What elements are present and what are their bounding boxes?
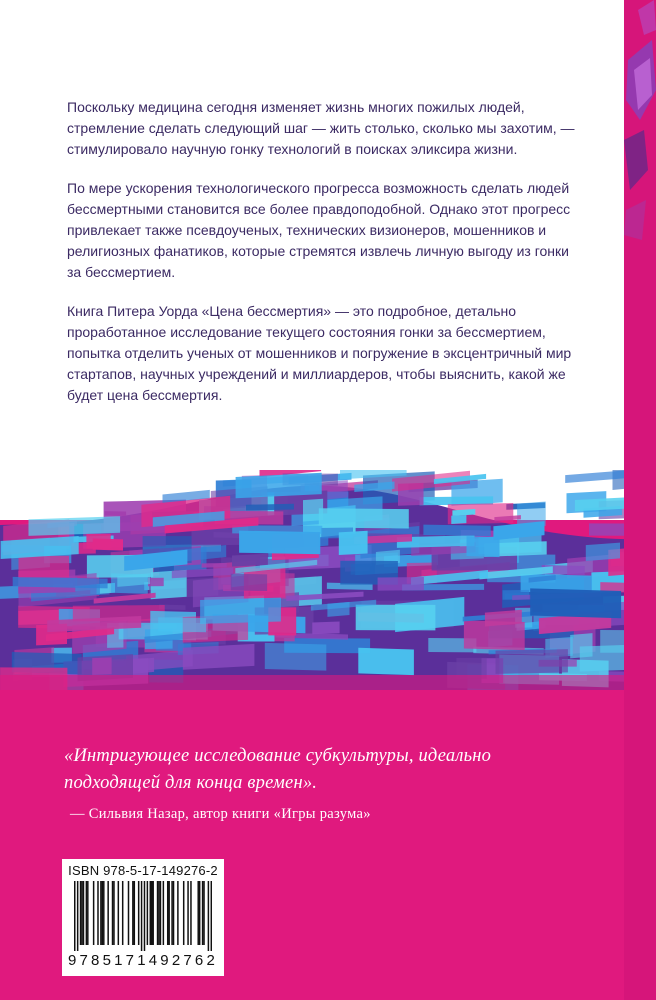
barcode-bar xyxy=(107,881,109,945)
barcode-bar xyxy=(74,881,76,951)
barcode-bar xyxy=(113,881,115,945)
spine-edge-strip xyxy=(624,0,656,1000)
barcode-bar xyxy=(163,881,165,945)
glitch-wave-artwork xyxy=(0,470,624,690)
barcode-bar xyxy=(83,881,85,945)
barcode-bar xyxy=(86,881,88,945)
barcode-bar xyxy=(132,881,134,945)
isbn-barcode xyxy=(62,859,224,976)
barcode-bar xyxy=(112,881,114,945)
barcode-bar xyxy=(81,881,83,945)
barcode-bar xyxy=(77,881,79,951)
barcode-bar xyxy=(93,881,95,945)
barcode-bar xyxy=(138,881,140,945)
barcode-bar xyxy=(211,881,212,951)
barcode-bar xyxy=(97,881,99,945)
barcode-bar xyxy=(87,881,89,945)
barcode-bar xyxy=(167,881,169,945)
barcode-bar xyxy=(141,881,143,951)
barcode-bar xyxy=(203,881,205,945)
barcode-bar xyxy=(144,881,146,951)
barcode-bar xyxy=(187,881,189,945)
barcode-bar xyxy=(152,881,154,945)
blurb-paragraph-1: Поскольку медицина сегодня изменяет жизнь многих пожилых людей, стремление сделать следующий шаг — жить столько, сколько мы захотим, — стимулировало научную гонку технологий в поисках эликсира жизни. xyxy=(67,99,575,157)
barcode-bar xyxy=(197,881,199,945)
ean-digits: 9785171492762 xyxy=(67,952,219,969)
barcode-bar xyxy=(157,881,159,945)
blurb-paragraph-2: По мере ускорения технологического прогресса возможность сделать людей бессмертными становится все более правдоподобной. Однако этот прогресс привлекает также псевдоученых, технических визионеров, мошенников и религиозных фанатиков, которые стремятся извлечь личную выгоду из гонки за бессмертием. xyxy=(67,180,571,280)
barcode-bar xyxy=(100,881,102,945)
blurb-paragraph-3: Книга Питера Уорда «Цена бессмертия» — это подробное, детально проработанное исследование текущего состояния гонки за бессмертием, попытка отделить ученых от мошенников и погружение в эксцентричный мир стартапов, научных учреждений и миллиардеров, чтобы выяснить, какой же будет цена бессмертия. xyxy=(67,303,572,403)
blurb-text xyxy=(67,97,587,424)
barcode-bar xyxy=(134,881,136,945)
barcode-bar xyxy=(151,881,153,945)
barcode-bar xyxy=(202,881,204,945)
barcode-bar xyxy=(147,881,149,945)
barcode-bar xyxy=(199,881,201,945)
spine-crystal-graphic xyxy=(624,0,656,1000)
barcode-bar xyxy=(158,881,160,945)
barcode-bar xyxy=(171,881,173,945)
barcode-bar xyxy=(150,881,152,945)
barcode-bar xyxy=(183,881,185,945)
barcode-bar xyxy=(160,881,162,945)
barcode-bar xyxy=(80,881,82,945)
barcode-bar xyxy=(168,881,170,945)
barcode-bar xyxy=(190,881,192,945)
barcode-bar xyxy=(102,881,104,945)
barcode-bar xyxy=(177,881,179,945)
barcode-bars xyxy=(74,881,212,951)
barcode-bar xyxy=(173,881,175,945)
isbn-label: ISBN 978-5-17-149276-2 xyxy=(68,863,218,878)
review-quote: «Интригующее исследование субкультуры, идеально подходящей для конца времен». xyxy=(64,746,492,793)
barcode-bar xyxy=(122,881,124,945)
barcode-bar xyxy=(128,881,130,945)
barcode-bar xyxy=(208,881,210,951)
barcode-bar xyxy=(118,881,120,945)
quote-attribution: — Сильвия Назар, автор книги «Игры разума» xyxy=(70,806,371,822)
barcode-bar xyxy=(103,881,105,945)
